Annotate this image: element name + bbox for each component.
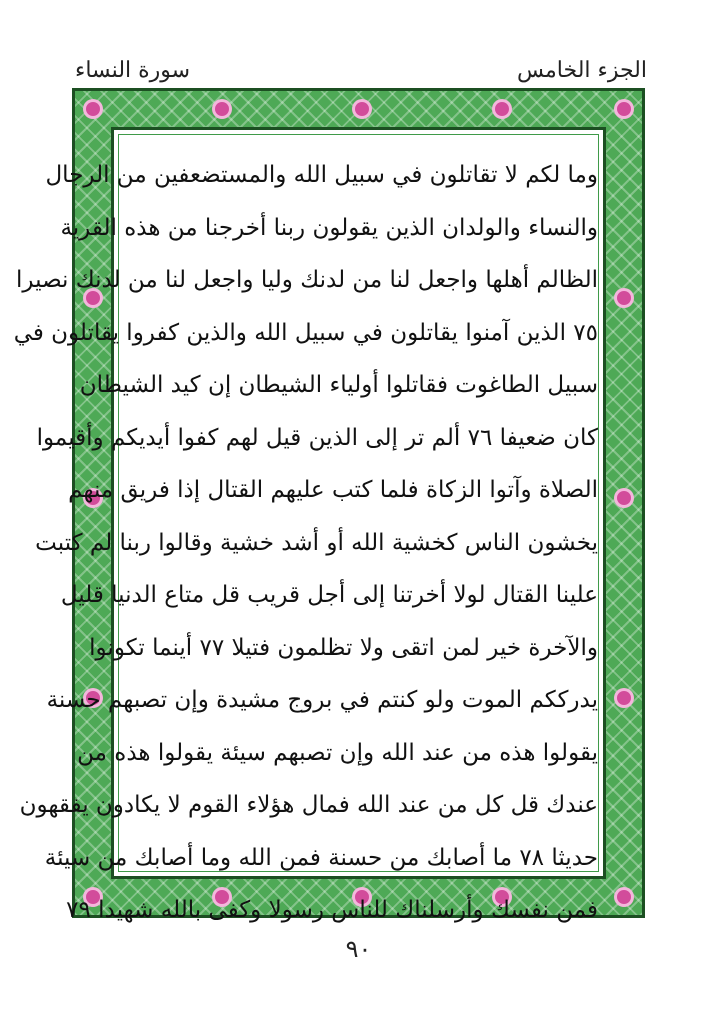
text-line: الصلاة وآتوا الزكاة فلما كتب عليهم القتال إذا فريق منهم — [68, 477, 598, 503]
flower-icon — [617, 890, 631, 904]
flower-icon — [617, 691, 631, 705]
text-line: عندك قل كل من عند الله فمال هؤلاء القوم لا يكادون يفقهون — [19, 792, 598, 818]
flower-icon — [617, 102, 631, 116]
text-line: والآخرة خير لمن اتقى ولا تظلمون فتيلا ٧٧ أينما تكونوا — [89, 634, 598, 661]
text-line: ٧٥ الذين آمنوا يقاتلون في سبيل الله والذين كفروا يقاتلون في — [13, 319, 598, 346]
text-line: فمن نفسك وأرسلناك للناس رسولا وكفى بالله شهيدا ٧٩ — [66, 897, 598, 923]
juz-title: الجزء الخامس — [516, 58, 647, 83]
flower-icon — [215, 102, 229, 116]
text-line: يقولوا هذه من عند الله وإن تصبهم سيئة يقولوا هذه من — [77, 739, 598, 766]
text-line: يدرككم الموت ولو كنتم في بروج مشيدة وإن تصبهم حسنة — [46, 687, 598, 713]
verse-text-block — [13, 149, 598, 923]
page-border-frame — [13, 88, 645, 923]
flower-icon — [617, 291, 631, 305]
text-line: يخشون الناس كخشية الله أو أشد خشية وقالوا ربنا لم كتبت — [35, 529, 598, 556]
text-line: الظالم أهلها واجعل لنا من لدنك وليا واجعل لنا من لدنك نصيرا — [16, 267, 598, 293]
text-line: سبيل الطاغوت فقاتلوا أولياء الشيطان إن كيد الشيطان — [79, 372, 598, 398]
text-line: حديثا ٧٨ ما أصابك من حسنة فمن الله وما أصابك من سيئة — [44, 844, 598, 871]
page-number: ٩٠ — [345, 935, 372, 963]
flower-icon — [495, 102, 509, 116]
flower-icon — [86, 102, 100, 116]
text-line: كان ضعيفا ٧٦ ألم تر إلى الذين قيل لهم كفوا أيديكم وأقيموا — [36, 424, 598, 451]
text-line: علينا القتال لولا أخرتنا إلى أجل قريب قل متاع الدنيا قليل — [60, 582, 598, 608]
text-line: والنساء والولدان الذين يقولون ربنا أخرجنا من هذه القرية — [60, 214, 598, 241]
flower-icon — [355, 102, 369, 116]
flower-icon — [617, 491, 631, 505]
surah-title: سورة النساء — [75, 58, 191, 83]
text-line: وما لكم لا تقاتلون في سبيل الله والمستضعفين من الرجال — [45, 162, 598, 188]
